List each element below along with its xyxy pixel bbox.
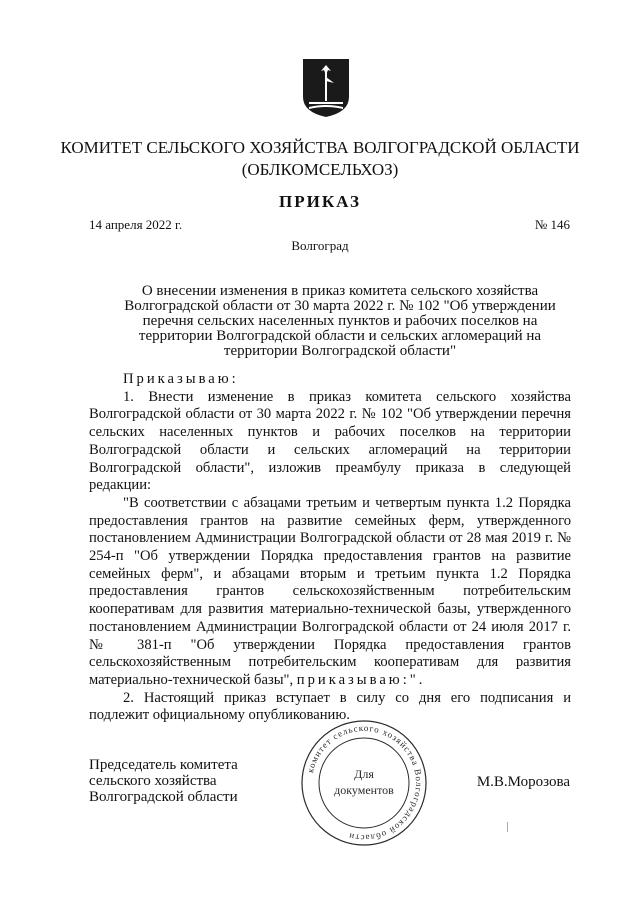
signatory-title-line2: сельского хозяйства [89, 773, 217, 789]
document-subject: О внесении изменения в приказ комитета сельского хозяйства Волгоградской области от 30 марта 2022 г. № 102 "Об утверждении перечня сельских населенных пунктов и рабочих поселков на территории Волгоградской области и сельских агломераций на территории Волгоградской области" [124, 283, 556, 359]
document-type: ПРИКАЗ [279, 192, 361, 211]
signatory-name: М.В.Морозова [476, 774, 570, 790]
volgograd-emblem-icon [301, 57, 351, 119]
document-date: 14 апреля 2022 г. [89, 217, 183, 232]
stamp-ring-text: комитет сельского хозяйства Волгоградской области [305, 722, 425, 844]
document-city: Волгоград [291, 238, 349, 253]
body-item-1: 1. Внести изменение в приказ комитета сельского хозяйства Волгоградской области от 30 марта 2022 г. № 102 "Об утверждении перечня сельских населенных пунктов и рабочих поселков на территории Волгоградской области и сельских агломераций на территории Волгоградской области", изложив преамбулу приказа в следующей редакции: [89, 388, 571, 494]
body-quote [89, 495, 571, 690]
document-body [89, 371, 571, 725]
organization-name-line1: КОМИТЕТ СЕЛЬСКОГО ХОЗЯЙСТВА ВОЛГОГРАДСКОЙ ОБЛАСТИ [60, 138, 580, 157]
signatory-title-line1: Председатель комитета [89, 757, 238, 773]
organization-name-line2: (ОБЛКОМСЕЛЬХОЗ) [241, 160, 399, 179]
body-item-2: 2. Настоящий приказ вступает в силу со дня его подписания и подлежит официальному опубликованию. [89, 689, 571, 724]
scan-mark [507, 822, 508, 832]
stamp-center-line1: Для [354, 767, 374, 781]
signatory-title [89, 757, 238, 805]
body-quote-main: "В соответствии с абзацами третьим и четвертым пункта 1.2 Порядка предоставления грантов на развитие семейных ферм, утвержденного постановлением Администрации Волгоградской области от 28 мая 2019 г. № 254-п "Об утверждении Порядка предоставления грантов на развитие семейных ферм", и абзацами вторым и третьим пункта 1.2 Порядка предоставления грантов сельскохозяйственным потребительским кооперативам для развития материально-технической базы, утвержденного постановлением Администрации Волгоградской области от 24 июля 2017 г. № 381-п "Об утверждении Порядка предоставления грантов сельскохозяйственным потребительским кооперативам для развития материально-технической базы", [89, 494, 571, 688]
official-stamp [299, 718, 429, 848]
order-word: Приказываю: [123, 371, 239, 387]
signatory-title-line3: Волгоградской области [89, 789, 238, 805]
body-quote-tail: приказываю:". [296, 671, 426, 688]
organization-name [0, 137, 640, 181]
stamp-center-line2: документов [334, 783, 394, 797]
document-number: № 146 [534, 217, 570, 232]
